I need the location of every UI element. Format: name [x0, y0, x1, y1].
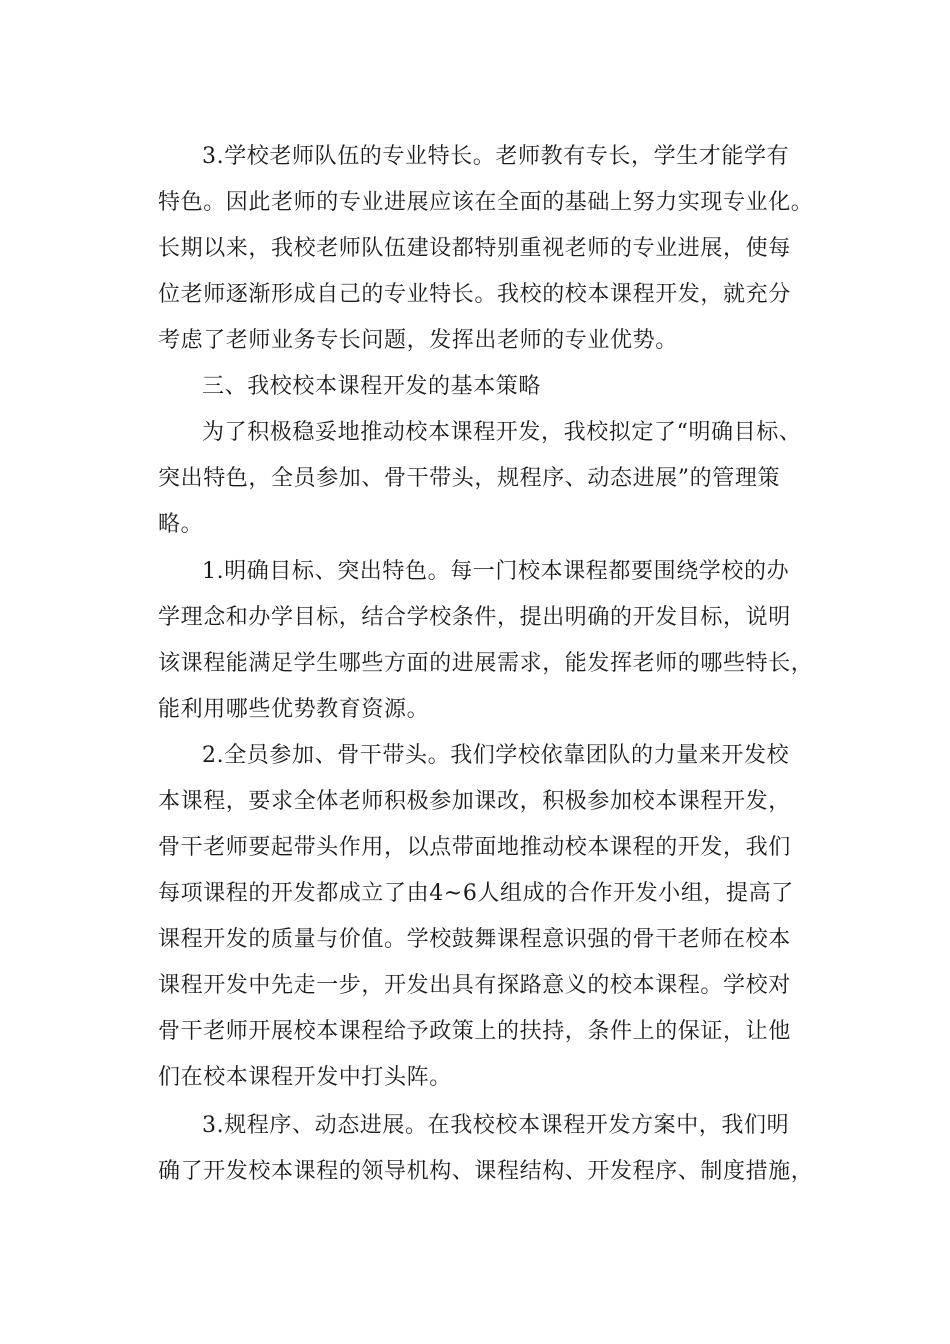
- paragraph-3-line-2: 学理念和办学目标，结合学校条件，提出明确的开发目标，说明: [158, 605, 791, 630]
- paragraph-4-line-5: 课程开发的质量与价值。学校鼓舞课程意识强的骨干老师在校本: [158, 927, 791, 952]
- paragraph-1-line-4: 位老师逐渐形成自己的专业特长。我校的校本课程开发，就充分: [158, 282, 791, 307]
- paragraph-4-line-7: 骨干老师开展校本课程给予政策上的扶持，条件上的保证，让他: [158, 1019, 791, 1044]
- paragraph-1-line-1: 3.学校老师队伍的专业特长。老师教有专长，学生才能学有: [202, 144, 790, 169]
- paragraph-3-line-3: 该课程能满足学生哪些方面的进展需求，能发挥老师的哪些特长，: [158, 651, 814, 676]
- paragraph-1-line-2: 特色。因此老师的专业进展应该在全面的基础上努力实现专业化。: [158, 190, 814, 215]
- paragraph-4-line-4: 每项课程的开发都成立了由4~6人组成的合作开发小组，提高了: [158, 881, 794, 906]
- paragraph-4-line-2: 本课程，要求全体老师积极参加课改，积极参加校本课程开发，: [158, 789, 791, 814]
- paragraph-5-line-2: 确了开发校本课程的领导机构、课程结构、开发程序、制度措施，: [158, 1159, 814, 1184]
- paragraph-1-line-5: 考虑了老师业务专长问题，发挥出老师的专业优势。: [158, 328, 678, 353]
- paragraph-4-line-8: 们在校本课程开发中打头阵。: [158, 1065, 452, 1090]
- paragraph-3-line-1: 1.明确目标、突出特色。每一门校本课程都要围绕学校的办: [202, 559, 790, 584]
- paragraph-3-line-4: 能利用哪些优势教育资源。: [158, 697, 430, 722]
- paragraph-1-line-3: 长期以来，我校老师队伍建设都特别重视老师的专业进展，使每: [158, 236, 791, 261]
- paragraph-2-line-2: 突出特色，全员参加、骨干带头，规程序、动态进展”的管理策: [158, 466, 781, 491]
- section-heading: 三、我校校本课程开发的基本策略: [202, 374, 542, 399]
- paragraph-4-line-6: 课程开发中先走一步，开发出具有探路意义的校本课程。学校对: [158, 973, 791, 998]
- paragraph-2-line-3: 略。: [158, 512, 204, 537]
- paragraph-4-line-3: 骨干老师要起带头作用，以点带面地推动校本课程的开发，我们: [158, 835, 791, 860]
- paragraph-2-line-1: 为了积极稳妥地推动校本课程开发，我校拟定了“明确目标、: [202, 420, 802, 445]
- paragraph-4-line-1: 2.全员参加、骨干带头。我们学校依靠团队的力量来开发校: [202, 743, 790, 768]
- paragraph-5-line-1: 3.规程序、动态进展。在我校校本课程开发方案中，我们明: [202, 1113, 790, 1138]
